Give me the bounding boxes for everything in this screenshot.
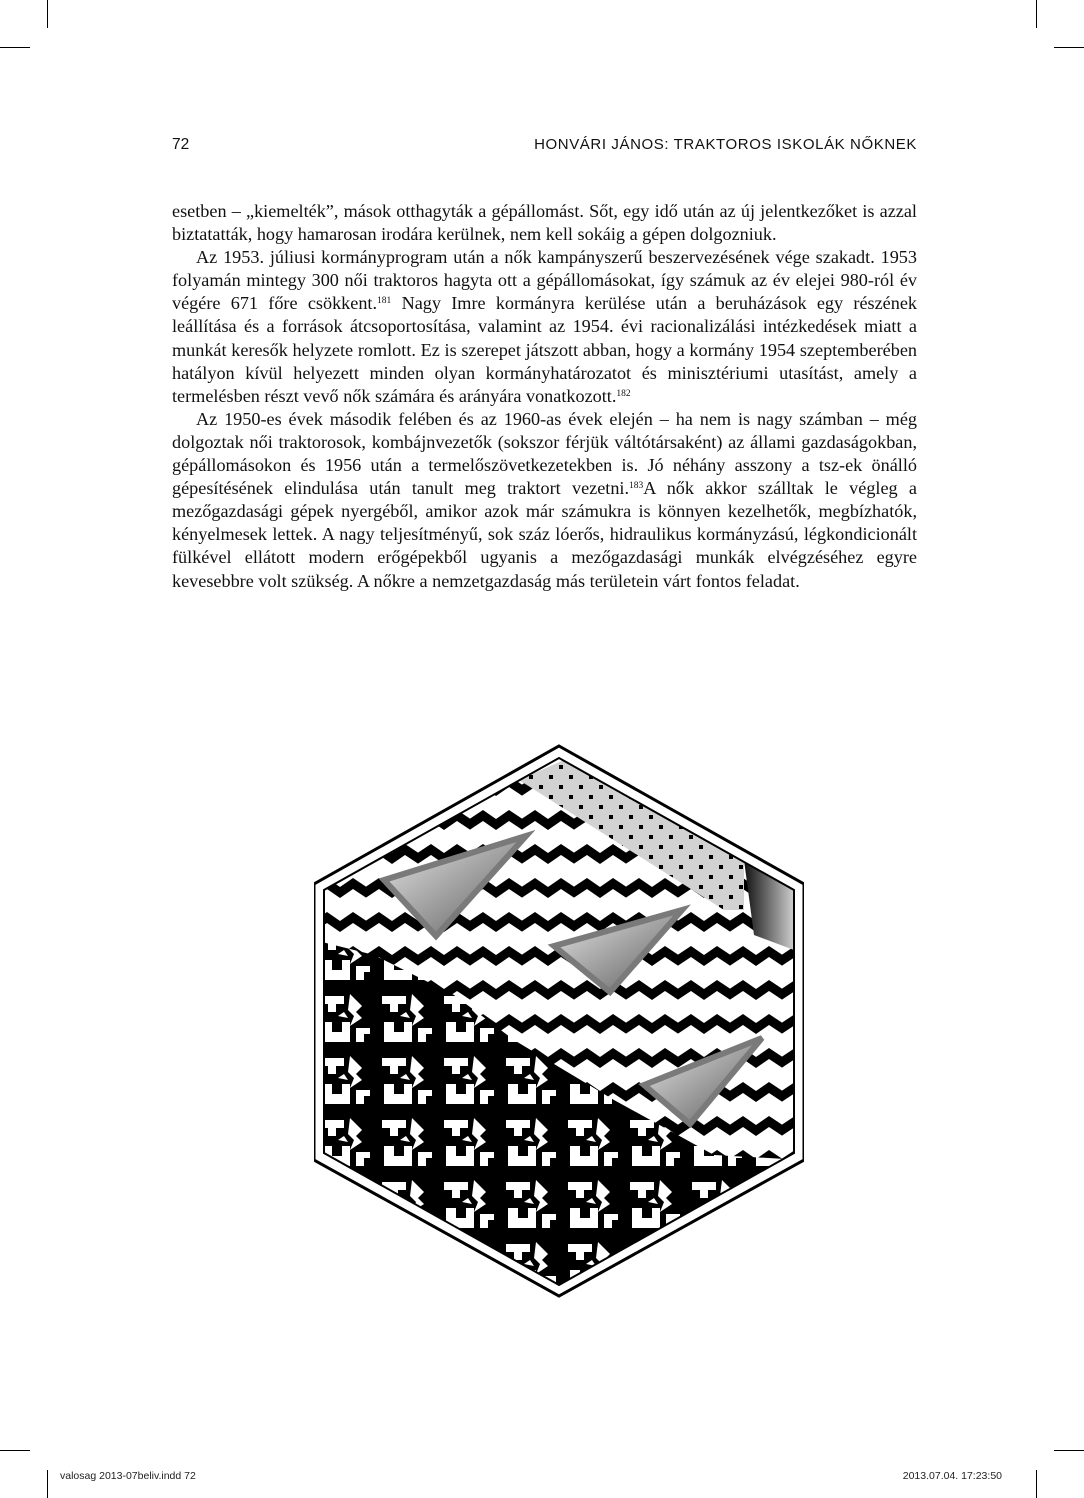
hexagon-illustration xyxy=(314,740,804,1300)
crop-mark xyxy=(47,1470,48,1498)
crop-mark xyxy=(1054,47,1084,48)
crop-mark xyxy=(1054,1450,1084,1451)
footnote-ref-182[interactable]: 182 xyxy=(616,388,631,399)
footnote-ref-183[interactable]: 183 xyxy=(629,481,644,492)
paragraph-3 xyxy=(172,408,917,593)
print-slug-datetime: 2013.07.04. 17:23:50 xyxy=(902,1470,1002,1482)
crop-mark xyxy=(0,47,30,48)
paragraph-3-text-a: Az 1950-es évek második felében és az 1960-as évek elején – ha nem is nagy számban – még dolgoztak női traktorosok, kombájnvezetők (sokszor férjük váltótársaként) az állami gazdaságokban, gépállomásokon és 1956 után a termelőszövetkezetekben is. Jó néhány asszony a tsz-ek önálló gépesítésének elindulása után tanult meg traktort vezetni. xyxy=(172,408,917,499)
paragraph-2-text-b: Nagy Imre kormányra kerülése után a beruházások egy részének leállítása és a források átcsoportosítása, valamint az 1954. évi racionalizálási intézkedések miatt a munkát keresők helyzete romlott. Ez is szerepet játszott abban, hogy a kormány 1954 szeptemberében hatályon kívül helyezett minden olyan kormányhatározatot és minisztériumi utasítást, amely a termelésben részt vevő nők számára és arányára vonatkozott. xyxy=(172,293,917,406)
crop-mark xyxy=(1036,1470,1037,1498)
print-slug-file: valosag 2013-07beliv.indd 72 xyxy=(60,1470,196,1482)
running-title: HONVÁRI JÁNOS: TRAKTOROS ISKOLÁK NŐKNEK xyxy=(534,136,917,153)
paragraph-3-text-b: A nők akkor szálltak le végleg a mezőgazdasági gépek nyergéből, amikor azok már számukra is könnyen kezelhetők, megbízhatók, kényelmesek lettek. A nagy teljesítményű, sok száz lóerős, hidraulikus kormányzású, légkondicionált fülkével ellátott modern erőgépekből ugyanis a mezőgazdasági munkák elvégzéséhez egyre kevesebbre volt szükség. A nőkre a nemzetgazdaság más területein várt fontos feladat. xyxy=(172,478,917,591)
paragraph-2 xyxy=(172,246,917,408)
crop-mark xyxy=(47,0,48,28)
body-text xyxy=(172,200,917,593)
paragraph-1: esetben – „kiemelték”, mások otthagyták a gépállomást. Sőt, egy idő után az új jelentkezőket is azzal biztatatták, hogy hamarosan irodára kerülnek, nem kell sokáig a gépen dolgozniuk. xyxy=(172,201,917,245)
paragraph-2-text-a: Az 1953. júliusi kormányprogram után a nők kampányszerű beszervezésének vége szakadt. 1953 folyamán mintegy 300 női traktoros hagyta ott a gépállomásokat, így számuk az év elejei 980-ról év végére 671 főre csökkent. xyxy=(172,247,917,314)
page-number: 72 xyxy=(172,136,190,153)
crop-mark xyxy=(0,1450,30,1451)
crop-mark xyxy=(1036,0,1037,28)
footnote-ref-181[interactable]: 181 xyxy=(377,296,392,307)
